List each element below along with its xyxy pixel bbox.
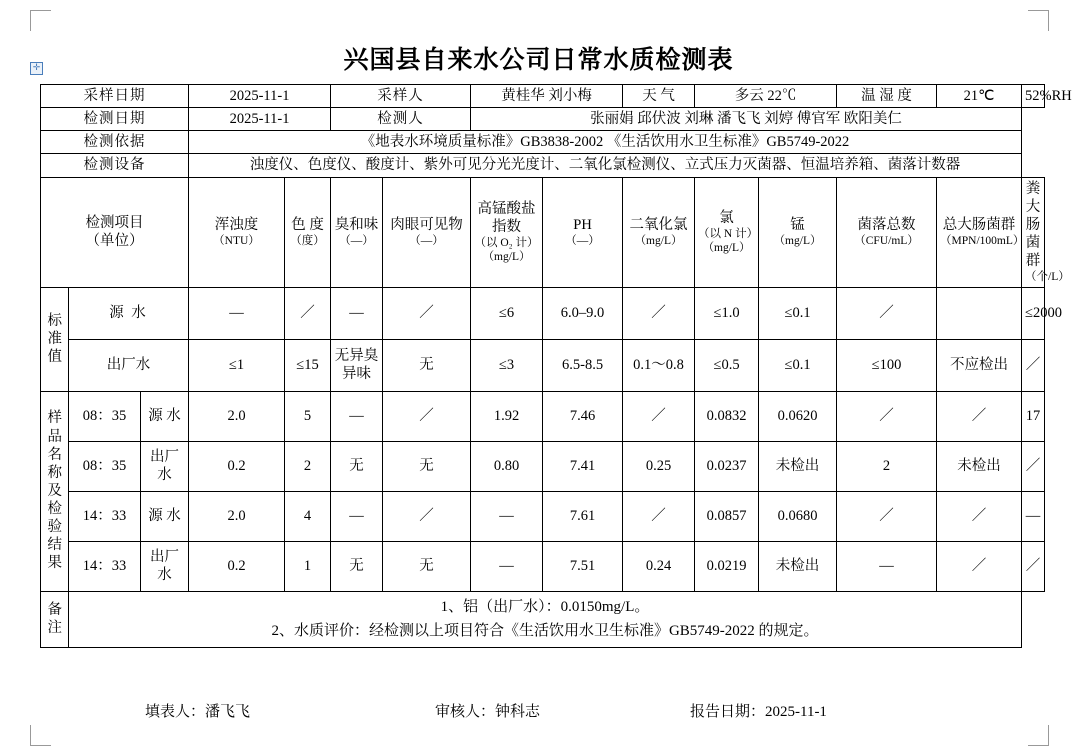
footer-report-date: 报告日期：2025-11-1 — [690, 704, 827, 720]
remark-line-1: 1、铝（出厂水）：0.0150mg/L。 — [440, 599, 650, 615]
equipment-value: 浊度仪、色度仪、酸度计、紫外可见分光光度计、二氧化氯检测仪、立式压力灭菌器、恒温培养箱、菌落计数器 — [189, 154, 1022, 177]
cell-ammonia: ≤1.0 — [695, 287, 759, 339]
sampler-label: 采样人 — [331, 85, 471, 108]
cell-fecal-coliform: ／ — [1022, 339, 1045, 391]
cell-fecal-coliform: — — [1022, 491, 1045, 541]
column-name: 高锰酸盐指数 — [477, 200, 536, 235]
table-row-equipment — [41, 154, 1045, 177]
row-label: 源 水 — [141, 491, 189, 541]
cell-total-coliform: 未检出 — [937, 441, 1022, 491]
cell-turbidity: 0.2 — [189, 441, 285, 491]
page-title: 兴国县自来水公司日常水质检测表 — [343, 47, 734, 74]
cell-ammonia: ≤0.5 — [695, 339, 759, 391]
cell-permanganate: — — [471, 491, 543, 541]
column-name: 浑浊度 — [214, 216, 259, 233]
column-name: 臭和味 — [334, 216, 379, 233]
cell-chlorine-dioxide: ／ — [623, 391, 695, 441]
cell-manganese: 0.0680 — [759, 491, 837, 541]
row-label: 出厂水 — [141, 541, 189, 591]
cell-manganese: 未检出 — [759, 541, 837, 591]
cell-ph: 7.41 — [543, 441, 623, 491]
column-unit: （以 N 计） — [698, 227, 759, 240]
column-unit: （—） — [409, 234, 444, 247]
cell-odor: 无 — [331, 441, 383, 491]
column-name: 肉眼可见物 — [390, 216, 463, 233]
column-unit: （以 O₂ 计） — [474, 236, 539, 249]
standard-value-label: 标准值 — [41, 287, 69, 391]
column-header-total-coliform — [937, 177, 1025, 287]
equipment-label: 检测设备 — [41, 154, 189, 177]
test-date-value: 2025-11-1 — [189, 108, 331, 131]
table-row-sample-4 — [41, 541, 1045, 591]
cell-permanganate: ≤3 — [471, 339, 543, 391]
footer-auditor: 审核人：钟科志 — [435, 704, 541, 720]
column-header-ph — [543, 177, 623, 287]
cell-visible-matter: ／ — [383, 391, 471, 441]
cell-ph: 6.5-8.5 — [543, 339, 623, 391]
cell-chroma: ／ — [285, 287, 331, 339]
cell-fecal-coliform: ／ — [1022, 541, 1045, 591]
table-row-standard-outlet — [41, 339, 1045, 391]
crop-mark-bottom-right — [1028, 725, 1049, 746]
column-unit: （mg/L） — [773, 234, 822, 247]
cell-odor: 无 — [331, 541, 383, 591]
cell-total-coliform: ／ — [937, 391, 1022, 441]
column-header-manganese — [759, 177, 837, 287]
column-name: 二氧化氯 — [629, 216, 688, 233]
table-row-sample-3 — [41, 491, 1045, 541]
column-name: 色 度 — [291, 216, 324, 233]
row-label: 出厂水 — [69, 339, 189, 391]
table-row-remark — [41, 591, 1045, 647]
cell-ammonia: 0.0832 — [695, 391, 759, 441]
column-unit2: （mg/L） — [482, 251, 531, 264]
cell-visible-matter: ／ — [383, 491, 471, 541]
column-header-permanganate — [471, 177, 543, 287]
cell-chroma: 2 — [285, 441, 331, 491]
cell-total-coliform: ／ — [937, 491, 1022, 541]
cell-visible-matter: ／ — [383, 287, 471, 339]
column-unit: （—） — [565, 234, 600, 247]
column-header-visible-matter — [383, 177, 471, 287]
sample-time: 08：35 — [69, 391, 141, 441]
table-row-sampling — [41, 85, 1045, 108]
cell-chroma: 5 — [285, 391, 331, 441]
column-header-colony-count — [837, 177, 937, 287]
cell-manganese: ≤0.1 — [759, 287, 837, 339]
temp-humidity-label: 温 湿 度 — [837, 85, 937, 108]
column-header-fecal-coliform — [1022, 177, 1070, 287]
column-name: PH — [573, 216, 592, 233]
cell-odor: 无异臭异味 — [331, 339, 383, 391]
column-header-ammonia — [695, 177, 759, 287]
cell-colony-count: ≤100 — [837, 339, 937, 391]
cell-odor: — — [331, 287, 383, 339]
sample-result-label: 样品名称及检验结果 — [41, 391, 69, 591]
cell-ammonia: 0.0237 — [695, 441, 759, 491]
weather-value: 多云 22℃ — [695, 85, 837, 108]
crop-mark-bottom-left — [30, 725, 51, 746]
column-name: 菌落总数 — [857, 216, 916, 233]
sample-time: 14：33 — [69, 491, 141, 541]
cell-chroma: 4 — [285, 491, 331, 541]
column-name: 氯 — [719, 209, 734, 226]
cell-total-coliform: 不应检出 — [937, 339, 1022, 391]
cell-manganese: 未检出 — [759, 441, 837, 491]
tester-value: 张丽娟 邱伏波 刘琳 潘飞飞 刘婷 傅官军 欧阳美仁 — [471, 108, 1022, 131]
footer-filler: 填表人：潘飞飞 — [145, 704, 251, 720]
cell-colony-count: ／ — [837, 491, 937, 541]
cell-manganese: ≤0.1 — [759, 339, 837, 391]
cell-ph: 6.0–9.0 — [543, 287, 623, 339]
cell-chroma: ≤15 — [285, 339, 331, 391]
cell-turbidity: 0.2 — [189, 541, 285, 591]
cell-permanganate: — — [471, 541, 543, 591]
column-header-chlorine-dioxide — [623, 177, 695, 287]
column-header-turbidity — [189, 177, 285, 287]
crop-mark-top-left — [30, 10, 51, 31]
row-label: 出厂水 — [141, 441, 189, 491]
cell-chlorine-dioxide: ／ — [623, 491, 695, 541]
sample-time: 14：33 — [69, 541, 141, 591]
temperature-value: 21℃ — [937, 85, 1022, 108]
cell-chlorine-dioxide: 0.25 — [623, 441, 695, 491]
cell-ph: 7.51 — [543, 541, 623, 591]
table-row-testing — [41, 108, 1045, 131]
row-label: 源 水 — [69, 287, 189, 339]
column-unit: （CFU/mL） — [854, 234, 919, 247]
weather-label: 天 气 — [623, 85, 695, 108]
cell-fecal-coliform: 17 — [1022, 391, 1045, 441]
column-name: 锰 — [790, 216, 805, 233]
test-date-label: 检测日期 — [41, 108, 189, 131]
remark-content — [69, 591, 1022, 647]
table-row-sample-1 — [41, 391, 1045, 441]
sampler-value: 黄桂华 刘小梅 — [471, 85, 623, 108]
tester-label: 检测人 — [331, 108, 471, 131]
column-header-odor — [331, 177, 383, 287]
cell-colony-count: — — [837, 541, 937, 591]
cell-odor: — — [331, 491, 383, 541]
table-row-basis — [41, 131, 1045, 154]
cell-colony-count: 2 — [837, 441, 937, 491]
table-row-column-headers — [41, 177, 1045, 287]
column-unit2: （mg/L） — [702, 242, 751, 255]
cell-fecal-coliform: ≤2000 — [1022, 287, 1045, 339]
cell-permanganate: ≤6 — [471, 287, 543, 339]
humidity-value: 52%RH — [1022, 85, 1045, 108]
cell-permanganate: 1.92 — [471, 391, 543, 441]
cell-ammonia: 0.0219 — [695, 541, 759, 591]
column-unit: （个/L） — [1025, 271, 1070, 284]
cell-turbidity: — — [189, 287, 285, 339]
cell-ammonia: 0.0857 — [695, 491, 759, 541]
move-handle-icon[interactable]: ✛ — [30, 62, 43, 75]
cell-fecal-coliform: ／ — [1022, 441, 1045, 491]
cell-manganese: 0.0620 — [759, 391, 837, 441]
cell-chroma: 1 — [285, 541, 331, 591]
cell-ph: 7.46 — [543, 391, 623, 441]
remark-line-2: 2、水质评价：经检测以上项目符合《生活饮用水卫生标准》GB5749-2022 的规定。 — [271, 623, 819, 639]
column-header-chroma — [285, 177, 331, 287]
table-row-sample-2 — [41, 441, 1045, 491]
item-header-line2: （单位） — [85, 233, 144, 249]
remark-label: 备注 — [41, 591, 69, 647]
cell-turbidity: 2.0 — [189, 391, 285, 441]
cell-total-coliform — [937, 287, 1022, 339]
sample-time: 08：35 — [69, 441, 141, 491]
sample-date-label: 采样日期 — [41, 85, 189, 108]
column-unit: （NTU） — [213, 234, 260, 247]
cell-ph: 7.61 — [543, 491, 623, 541]
cell-colony-count: ／ — [837, 287, 937, 339]
cell-visible-matter: 无 — [383, 541, 471, 591]
sample-date-value: 2025-11-1 — [189, 85, 331, 108]
cell-colony-count: ／ — [837, 391, 937, 441]
cell-chlorine-dioxide: 0.24 — [623, 541, 695, 591]
column-name: 粪大肠菌群 — [1025, 180, 1041, 269]
column-unit: （—） — [339, 234, 374, 247]
item-header — [41, 177, 189, 287]
item-header-line1: 检测项目 — [85, 214, 144, 231]
cell-odor: — — [331, 391, 383, 441]
cell-chlorine-dioxide: 0.1～0.8 — [623, 339, 695, 391]
cell-visible-matter: 无 — [383, 339, 471, 391]
basis-value: 《地表水环境质量标准》GB3838-2002 《生活饮用水卫生标准》GB5749-2022 — [189, 131, 1022, 154]
cell-permanganate: 0.80 — [471, 441, 543, 491]
crop-mark-top-right — [1028, 10, 1049, 31]
cell-chlorine-dioxide: ／ — [623, 287, 695, 339]
basis-label: 检测依据 — [41, 131, 189, 154]
column-unit: （MPN/100mL） — [940, 234, 1025, 247]
table-row-standard-source — [41, 287, 1045, 339]
cell-visible-matter: 无 — [383, 441, 471, 491]
cell-turbidity: ≤1 — [189, 339, 285, 391]
row-label: 源 水 — [141, 391, 189, 441]
cell-turbidity: 2.0 — [189, 491, 285, 541]
column-unit: （度） — [290, 234, 325, 247]
water-quality-table — [40, 84, 1072, 648]
cell-total-coliform: ／ — [937, 541, 1022, 591]
column-unit: （mg/L） — [634, 234, 683, 247]
column-name: 总大肠菌群 — [942, 216, 1016, 233]
